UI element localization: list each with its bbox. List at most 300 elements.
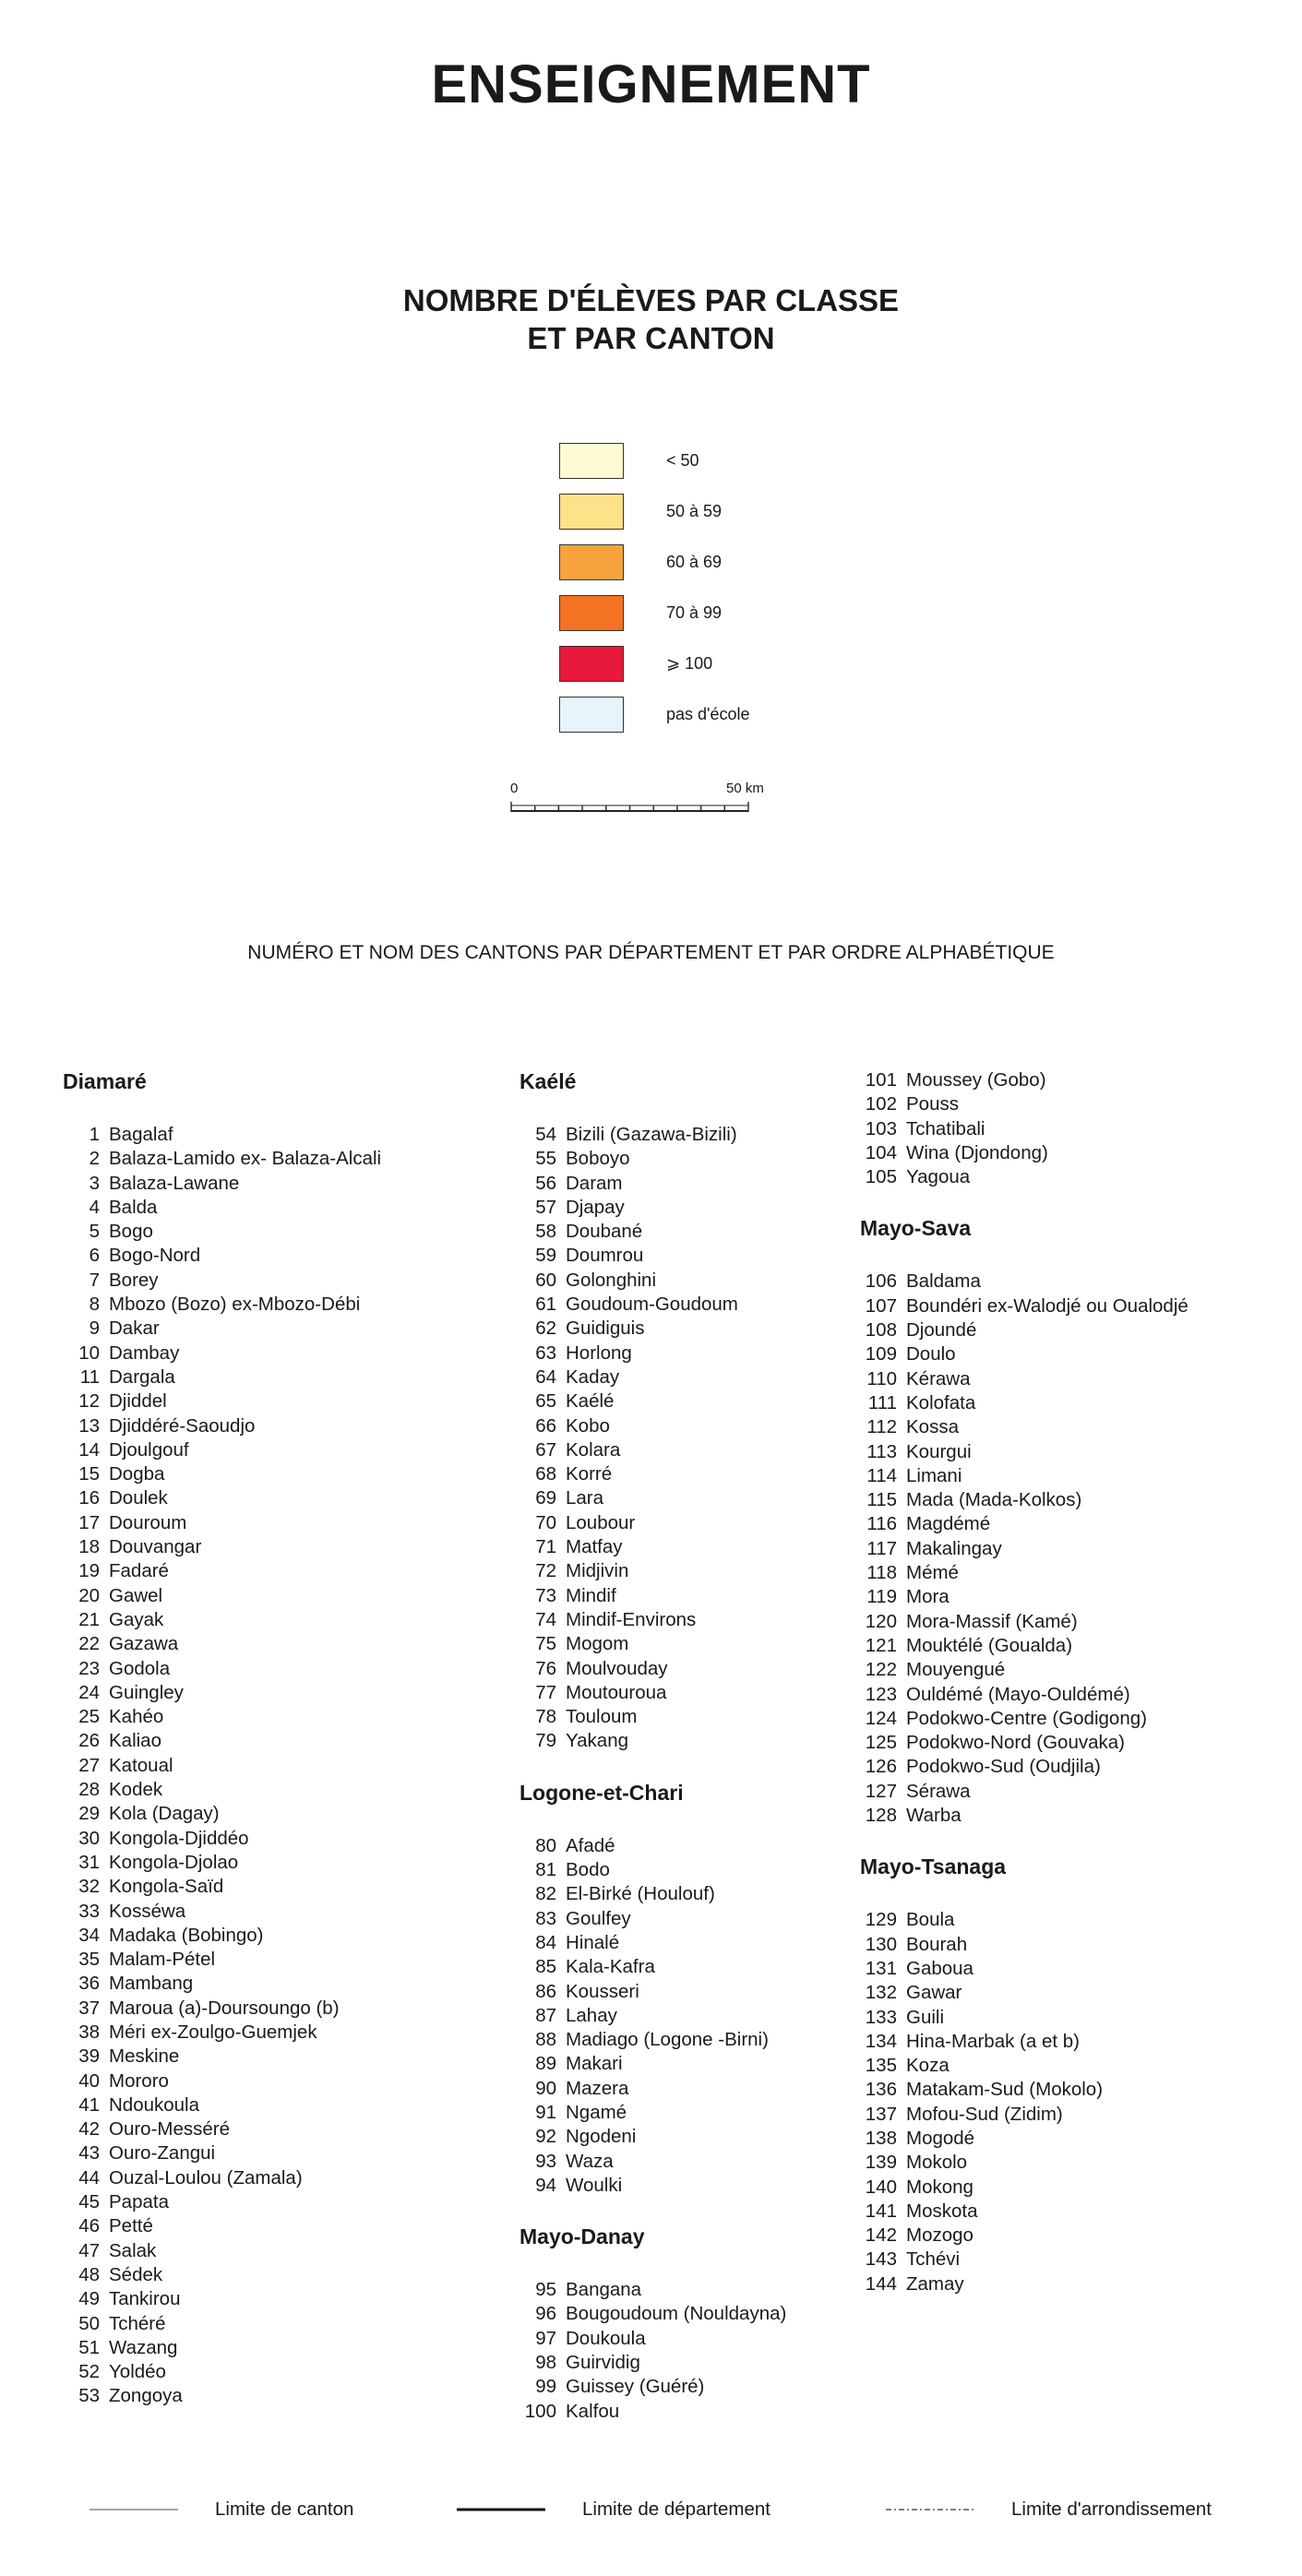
canton-number: 90 <box>535 2077 556 2099</box>
canton-list-item <box>63 1972 381 1996</box>
canton-list-item <box>860 1440 1189 1464</box>
canton-name: El-Birké (Houlouf) <box>566 1883 715 1905</box>
canton-number: 108 <box>865 1319 897 1342</box>
canton-number: 105 <box>865 1166 897 1188</box>
canton-list-item <box>860 2078 1189 2102</box>
canton-list-item <box>520 2327 786 2351</box>
canton-number: 50 <box>78 2312 100 2334</box>
canton-number: 41 <box>78 2093 100 2116</box>
legend-label: 60 à 69 <box>666 553 723 571</box>
canton-name: Boundéri ex-Walodjé ou Oualodjé <box>906 1294 1189 1317</box>
canton-name: Moulvouday <box>566 1657 668 1679</box>
canton-name: Gawar <box>906 1982 962 2004</box>
canton-number: 103 <box>865 1117 897 1139</box>
canton-name: Kaday <box>566 1366 620 1388</box>
legend-swatch <box>559 646 624 682</box>
canton-number: 47 <box>78 2239 100 2261</box>
canton-name: Magdémé <box>906 1513 991 1535</box>
canton-name: Sédek <box>109 2263 163 2285</box>
canton-list-item <box>860 1537 1189 1561</box>
canton-name: Podokwo-Nord (Gouvaka) <box>906 1732 1125 1754</box>
canton-number: 142 <box>865 2224 897 2247</box>
canton-name: Kérawa <box>906 1367 971 1389</box>
canton-name: Boula <box>906 1909 955 1931</box>
canton-number: 13 <box>78 1414 100 1437</box>
canton-number: 17 <box>78 1511 100 1533</box>
canton-name: Limani <box>906 1464 962 1486</box>
canton-list-item <box>63 2214 381 2238</box>
canton-number: 59 <box>535 1245 556 1267</box>
canton-name: Guidiguis <box>566 1318 645 1340</box>
canton-list-item <box>520 2052 786 2076</box>
canton-name: Balaza-Lamido ex- Balaza-Alcali <box>109 1148 382 1170</box>
canton-number: 76 <box>535 1657 556 1679</box>
legend-label: ⩾ 100 <box>666 654 713 673</box>
canton-number: 26 <box>78 1730 100 1752</box>
canton-list-item <box>63 1220 381 1244</box>
canton-name: Warba <box>906 1805 962 1827</box>
canton-name: Doukoula <box>566 2327 646 2349</box>
canton-name: Lahay <box>566 2004 617 2026</box>
canton-name: Bougoudoum (Nouldayna) <box>566 2303 787 2325</box>
canton-number: 57 <box>535 1196 556 1218</box>
canton-number: 125 <box>865 1732 897 1754</box>
canton-list-item <box>63 1389 381 1413</box>
canton-number: 127 <box>865 1780 897 1802</box>
canton-number: 7 <box>89 1269 100 1291</box>
canton-list-item <box>860 2054 1189 2078</box>
canton-number: 6 <box>89 1245 100 1267</box>
canton-list-item <box>860 2103 1189 2127</box>
canton-list-item <box>520 1931 786 1955</box>
canton-name: Ouro-Messéré <box>109 2118 231 2141</box>
canton-list-item <box>63 1366 381 1389</box>
canton-list-item <box>860 2030 1189 2054</box>
canton-number: 81 <box>535 1859 556 1881</box>
canton-list-item <box>520 1220 786 1244</box>
canton-number: 113 <box>866 1440 897 1462</box>
canton-list-item <box>520 1705 786 1729</box>
canton-list-item <box>860 1342 1189 1366</box>
canton-list-item <box>520 1244 786 1268</box>
canton-number: 118 <box>866 1562 897 1584</box>
canton-list-item <box>63 2021 381 2045</box>
canton-list-item <box>860 1780 1189 1804</box>
canton-name: Yakang <box>566 1730 629 1752</box>
canton-name: Doulek <box>109 1487 168 1509</box>
legend-item <box>559 435 750 486</box>
canton-number: 62 <box>535 1318 556 1340</box>
canton-number: 56 <box>535 1172 556 1194</box>
canton-name: Waza <box>566 2150 614 2172</box>
canton-name: Afadé <box>566 1834 615 1856</box>
canton-name: Kobo <box>566 1414 610 1437</box>
canton-number: 123 <box>865 1683 897 1705</box>
canton-number: 1 <box>89 1124 100 1145</box>
page-title: ENSEIGNEMENT <box>431 54 871 114</box>
canton-list-item <box>860 1683 1189 1707</box>
color-legend <box>559 435 750 740</box>
canton-list-item <box>520 1414 786 1438</box>
canton-number: 132 <box>865 1982 897 2004</box>
canton-name: Douvangar <box>109 1536 202 1558</box>
canton-list-item <box>520 1834 786 1858</box>
canton-number: 74 <box>535 1608 556 1630</box>
canton-list-item <box>860 1068 1189 1092</box>
canton-number: 55 <box>535 1148 556 1170</box>
canton-number: 30 <box>78 1827 100 1849</box>
canton-list-item <box>520 1535 786 1559</box>
canton-number: 107 <box>865 1294 897 1317</box>
canton-name: Méri ex-Zoulgo-Guemjek <box>109 2021 317 2043</box>
canton-list-item <box>520 1342 786 1366</box>
canton-name: Mora <box>906 1586 950 1608</box>
canton-name: Gazawa <box>109 1633 179 1655</box>
canton-list-item <box>63 1924 381 1948</box>
canton-number: 5 <box>89 1221 100 1243</box>
canton-number: 65 <box>535 1390 556 1413</box>
departement-line-sample <box>457 2507 545 2512</box>
canton-number: 34 <box>78 1924 100 1946</box>
canton-number: 124 <box>865 1707 897 1729</box>
canton-name: Mbozo (Bozo) ex-Mbozo-Débi <box>109 1294 361 1316</box>
canton-number: 111 <box>867 1391 897 1413</box>
canton-list-item <box>63 2312 381 2336</box>
canton-name: Koza <box>906 2055 950 2077</box>
boundary-departement <box>457 2491 770 2528</box>
canton-list-item <box>860 1658 1189 1682</box>
canton-list-item <box>520 2101 786 2125</box>
legend-label: 50 à 59 <box>666 502 723 520</box>
canton-name: Wina (Djondong) <box>906 1141 1048 1163</box>
canton-list-item <box>63 1948 381 1972</box>
canton-list-item <box>63 2360 381 2384</box>
canton-list-item <box>520 1858 786 1882</box>
canton-list-item <box>860 1585 1189 1609</box>
canton-number: 143 <box>865 2248 897 2271</box>
canton-name: Goudoum-Goudoum <box>566 1294 738 1316</box>
canton-name: Mouktélé (Goualda) <box>906 1634 1073 1656</box>
canton-name: Salak <box>109 2239 157 2261</box>
canton-list-item <box>63 1827 381 1851</box>
canton-name: Kahéo <box>109 1706 164 1728</box>
legend-item <box>559 689 750 740</box>
canton-list-item <box>63 2069 381 2093</box>
canton-list-item <box>63 2093 381 2117</box>
canton-list-item <box>63 1269 381 1293</box>
department-heading: Diamaré <box>63 1069 147 1093</box>
canton-number: 85 <box>535 1956 556 1978</box>
canton-number: 12 <box>78 1390 100 1413</box>
legend-item <box>559 638 750 689</box>
canton-list-item <box>63 1244 381 1268</box>
canton-name: Gaboua <box>906 1957 974 1979</box>
canton-list-item <box>63 1754 381 1778</box>
canton-name: Kourgui <box>906 1440 972 1462</box>
canton-number: 15 <box>78 1463 100 1485</box>
canton-number: 140 <box>865 2176 897 2198</box>
canton-name: Papata <box>109 2191 169 2213</box>
canton-list-item <box>860 1092 1189 1116</box>
canton-name: Mogodé <box>906 2127 975 2149</box>
canton-number: 21 <box>78 1608 100 1630</box>
canton-name: Kongola-Djiddéo <box>109 1827 249 1849</box>
canton-list-item <box>63 2287 381 2311</box>
canton-name: Guili <box>906 2006 945 2028</box>
canton-number: 63 <box>535 1342 556 1364</box>
canton-number: 61 <box>535 1294 556 1316</box>
department-heading: Mayo-Sava <box>860 1216 972 1241</box>
canton-list-item <box>520 1123 786 1147</box>
canton-name: Fadaré <box>109 1560 169 1582</box>
canton-list-item <box>860 1488 1189 1512</box>
scale-ruler <box>510 801 750 814</box>
canton-list-item <box>520 2302 786 2326</box>
canton-list-item <box>520 2351 786 2375</box>
canton-name: Mazera <box>566 2077 629 2099</box>
canton-name: Kolofata <box>906 1391 976 1413</box>
canton-number: 88 <box>535 2029 556 2051</box>
canton-name: Borey <box>109 1269 159 1291</box>
canton-name: Mada (Mada-Kolkos) <box>906 1489 1082 1511</box>
canton-number: 66 <box>535 1414 556 1437</box>
canton-number: 27 <box>78 1754 100 1776</box>
canton-number: 24 <box>78 1681 100 1703</box>
canton-number: 128 <box>865 1805 897 1827</box>
canton-number: 114 <box>866 1464 897 1486</box>
canton-list-item <box>63 2117 381 2141</box>
canton-name: Madaka (Bobingo) <box>109 1924 264 1946</box>
canton-number: 78 <box>535 1706 556 1728</box>
canton-list-item <box>860 1270 1189 1294</box>
canton-name: Moskota <box>906 2200 978 2222</box>
canton-list-item <box>520 2150 786 2174</box>
canton-name: Wazang <box>109 2336 178 2358</box>
canton-number: 131 <box>865 1957 897 1979</box>
canton-list-item <box>63 2190 381 2214</box>
canton-list-item <box>63 1729 381 1753</box>
legend-swatch <box>559 697 624 733</box>
canton-number: 116 <box>866 1513 897 1535</box>
canton-number: 93 <box>535 2150 556 2172</box>
canton-name: Bizili (Gazawa-Bizili) <box>566 1124 737 1145</box>
canton-name: Bogo-Nord <box>109 1245 201 1267</box>
canton-number: 36 <box>78 1973 100 1995</box>
canton-list-item <box>63 1196 381 1220</box>
canton-number: 99 <box>535 2376 556 2398</box>
canton-list-item <box>520 2400 786 2424</box>
canton-list-item <box>860 1957 1189 1981</box>
canton-list-item <box>520 1462 786 1486</box>
canton-name: Mokong <box>906 2176 974 2198</box>
canton-column-1 <box>63 1068 381 2409</box>
canton-list-item <box>63 1123 381 1147</box>
canton-number: 2 <box>89 1148 100 1170</box>
canton-name: Bodo <box>566 1859 610 1881</box>
canton-name: Matakam-Sud (Mokolo) <box>906 2079 1104 2101</box>
canton-name: Bangana <box>566 2279 642 2301</box>
canton-name: Balaza-Lawane <box>109 1172 240 1194</box>
canton-number: 126 <box>865 1756 897 1778</box>
canton-number: 104 <box>865 1141 897 1163</box>
canton-list-item <box>63 1535 381 1559</box>
canton-number: 60 <box>535 1269 556 1291</box>
canton-list-item <box>63 1172 381 1196</box>
canton-name: Doubané <box>566 1221 643 1243</box>
canton-number: 22 <box>78 1633 100 1655</box>
canton-list-item <box>860 1367 1189 1391</box>
canton-list-item <box>63 1997 381 2021</box>
canton-name: Tchéré <box>109 2312 166 2334</box>
canton-name: Horlong <box>566 1342 632 1364</box>
canton-list-item <box>860 1561 1189 1585</box>
canton-name: Madiago (Logone -Birni) <box>566 2029 769 2051</box>
canton-name: Boboyo <box>566 1148 630 1170</box>
canton-name: Sérawa <box>906 1780 971 1802</box>
canton-list-item <box>520 2174 786 2198</box>
canton-list-item <box>63 2384 381 2408</box>
canton-list-item <box>63 1438 381 1462</box>
legend-item <box>559 537 750 588</box>
canton-name: Podokwo-Sud (Oudjila) <box>906 1756 1101 1778</box>
canton-list-item <box>860 2127 1189 2151</box>
scale-start-label: 0 <box>510 781 519 796</box>
legend-swatch <box>559 443 624 479</box>
canton-number: 38 <box>78 2021 100 2043</box>
canton-list-item <box>520 1608 786 1632</box>
canton-number: 51 <box>78 2336 100 2358</box>
canton-name: Mouyengué <box>906 1659 1006 1681</box>
canton-name: Moutouroua <box>566 1681 667 1703</box>
canton-name: Kousseri <box>566 1980 639 2002</box>
canton-number: 97 <box>535 2327 556 2349</box>
canton-list-item <box>860 2006 1189 2030</box>
canton-name: Douroum <box>109 1511 187 1533</box>
canton-name: Guirvidig <box>566 2352 640 2374</box>
canton-list-item <box>63 1511 381 1535</box>
canton-list-item <box>63 2141 381 2165</box>
canton-number: 67 <box>535 1438 556 1461</box>
canton-list-item <box>860 2176 1189 2200</box>
canton-list-item <box>520 1882 786 1906</box>
canton-name: Katoual <box>109 1754 173 1776</box>
canton-number: 110 <box>866 1367 897 1389</box>
canton-name: Goulfey <box>566 1907 631 1929</box>
canton-name: Baldama <box>906 1270 981 1293</box>
canton-name: Doulo <box>906 1343 956 1366</box>
canton-number: 19 <box>78 1560 100 1582</box>
canton-list-item <box>63 1657 381 1681</box>
canton-list-item <box>860 1908 1189 1932</box>
canton-number: 141 <box>865 2200 897 2222</box>
canton-number: 20 <box>78 1584 100 1606</box>
canton-list-item <box>63 1462 381 1486</box>
canton-line-sample <box>90 2507 178 2512</box>
canton-list-item <box>860 1117 1189 1141</box>
canton-name: Petté <box>109 2215 153 2237</box>
canton-name: Kolara <box>566 1438 621 1461</box>
canton-number: 8 <box>89 1294 100 1316</box>
department-heading: Kaélé <box>520 1069 577 1093</box>
canton-number: 28 <box>78 1779 100 1801</box>
canton-number: 75 <box>535 1633 556 1655</box>
canton-name: Dogba <box>109 1463 165 1485</box>
canton-name: Mozogo <box>906 2224 974 2247</box>
canton-name: Zamay <box>906 2272 964 2295</box>
legend-item <box>559 486 750 537</box>
canton-list-item <box>520 2004 786 2028</box>
canton-name: Ngamé <box>566 2101 627 2123</box>
canton-number: 94 <box>535 2174 556 2196</box>
canton-list-item <box>860 1512 1189 1536</box>
canton-name: Dambay <box>109 1342 180 1364</box>
canton-list-item <box>520 1955 786 1979</box>
canton-list-item <box>520 1559 786 1583</box>
canton-name: Zongoya <box>109 2385 183 2407</box>
canton-number: 122 <box>865 1659 897 1681</box>
canton-column-3 <box>860 1068 1189 2296</box>
canton-name: Yagoua <box>906 1166 971 1188</box>
canton-name: Pouss <box>906 1093 959 1115</box>
canton-name: Kossa <box>906 1416 959 1438</box>
canton-list-item <box>520 1511 786 1535</box>
canton-list-item <box>860 2224 1189 2248</box>
canton-name: Touloum <box>566 1706 638 1728</box>
canton-name: Woulki <box>566 2174 623 2196</box>
canton-name: Kola (Dagay) <box>109 1803 220 1825</box>
boundary-canton-label: Limite de canton <box>215 2498 354 2520</box>
canton-list-item <box>520 1269 786 1293</box>
canton-list-item <box>860 2200 1189 2224</box>
canton-list-item <box>860 2248 1189 2272</box>
canton-name: Balda <box>109 1196 158 1218</box>
canton-list-item <box>520 1681 786 1705</box>
canton-name: Gayak <box>109 1608 164 1630</box>
department-heading: Logone-et-Chari <box>520 1780 684 1805</box>
canton-number: 11 <box>79 1366 100 1388</box>
canton-number: 40 <box>78 2069 100 2092</box>
canton-number: 112 <box>866 1416 897 1438</box>
canton-name: Bourah <box>906 1933 968 1955</box>
canton-number: 121 <box>865 1634 897 1656</box>
canton-name: Lara <box>566 1487 604 1509</box>
canton-number: 52 <box>78 2361 100 2383</box>
canton-name: Mindif-Environs <box>566 1608 697 1630</box>
canton-name: Mofou-Sud (Zidim) <box>906 2103 1063 2125</box>
canton-list-item <box>63 1559 381 1583</box>
canton-number: 33 <box>78 1900 100 1922</box>
canton-list-item <box>860 1981 1189 2005</box>
canton-number: 35 <box>78 1949 100 1971</box>
canton-list-item <box>860 1391 1189 1415</box>
canton-list-item <box>520 1486 786 1510</box>
canton-number: 58 <box>535 1221 556 1243</box>
canton-number: 73 <box>535 1584 556 1606</box>
canton-list-item <box>63 1778 381 1802</box>
canton-name: Mémé <box>906 1562 959 1584</box>
canton-name: Makari <box>566 2053 623 2075</box>
canton-number: 109 <box>865 1343 897 1366</box>
canton-list-item <box>63 1900 381 1924</box>
canton-list-item <box>520 1293 786 1317</box>
canton-name: Mogom <box>566 1633 629 1655</box>
canton-number: 29 <box>78 1803 100 1825</box>
canton-number: 71 <box>535 1536 556 1558</box>
canton-number: 16 <box>78 1487 100 1509</box>
canton-name: Mororo <box>109 2069 169 2092</box>
canton-number: 45 <box>78 2191 100 2213</box>
canton-number: 138 <box>865 2127 897 2149</box>
